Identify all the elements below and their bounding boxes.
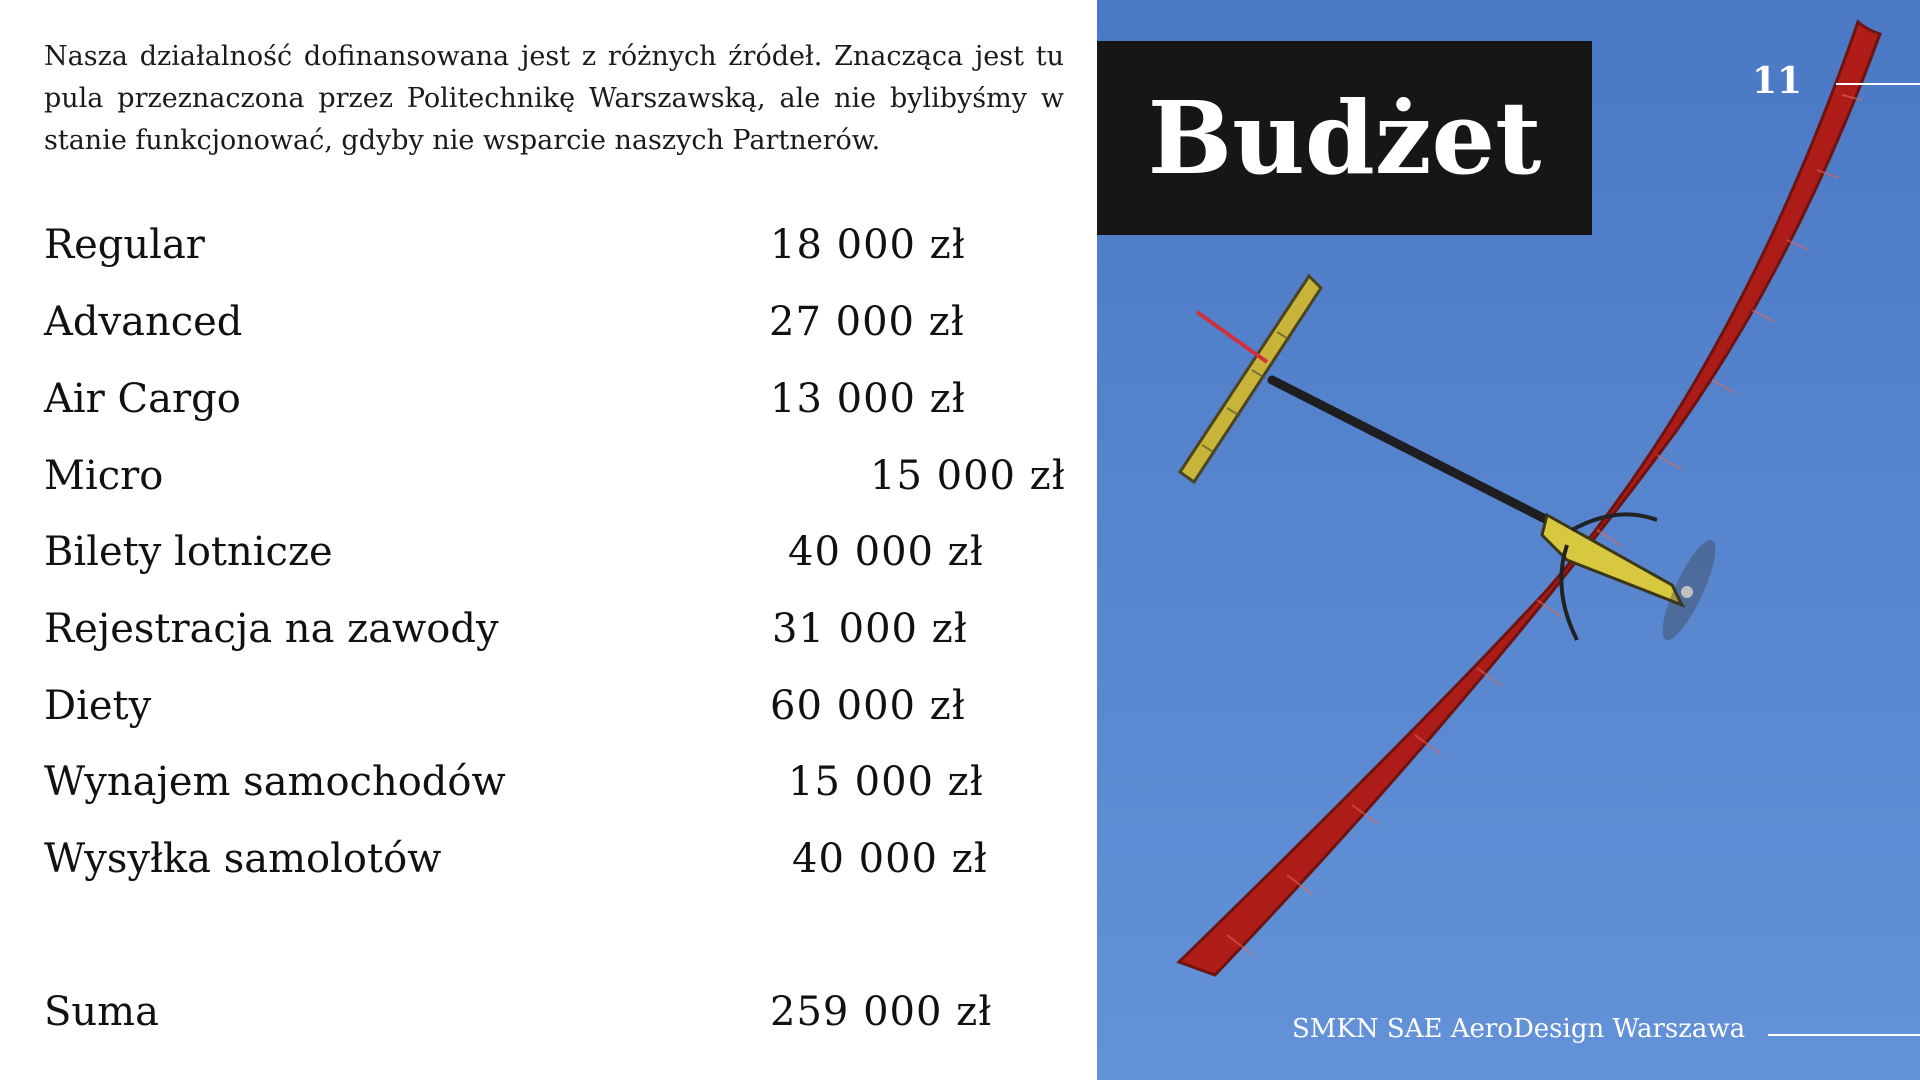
budget-row xyxy=(44,369,1064,429)
budget-label: Diety xyxy=(44,683,152,729)
budget-value: 40 000 zł xyxy=(788,529,984,575)
budget-row xyxy=(44,752,1064,812)
budget-label: Bilety lotnicze xyxy=(44,529,333,575)
budget-value: 13 000 zł xyxy=(770,376,966,422)
budget-label: Air Cargo xyxy=(44,376,241,422)
footer-divider xyxy=(1768,1034,1920,1036)
budget-row xyxy=(44,292,1064,352)
budget-value: 15 000 zł xyxy=(788,759,984,805)
budget-label: Rejestracja na zawody xyxy=(44,606,499,652)
budget-row xyxy=(44,522,1064,582)
budget-value: 18 000 zł xyxy=(770,222,966,268)
title-box xyxy=(1097,41,1592,235)
total-label: Suma xyxy=(44,989,159,1035)
budget-value: 40 000 zł xyxy=(792,836,988,882)
footer-text: SMKN SAE AeroDesign Warszawa xyxy=(1292,1014,1746,1044)
budget-label: Wysyłka samolotów xyxy=(44,836,442,882)
budget-row xyxy=(44,446,1064,506)
page-number-divider xyxy=(1836,83,1920,85)
page-number: 11 xyxy=(1752,60,1803,102)
budget-value: 15 000 zł xyxy=(870,453,1066,499)
budget-label: Micro xyxy=(44,453,164,499)
budget-value: 60 000 zł xyxy=(770,683,966,729)
budget-row xyxy=(44,829,1064,889)
intro-paragraph: Nasza działalność dofinansowana jest z różnych źródeł. Znacząca jest tu pula przeznaczona przez Politechnikę Warszawską, ale nie bylibyśmy w stanie funkcjonować, gdyby nie wsparcie naszych Partnerów. xyxy=(44,41,1064,156)
slide-title: Budżet xyxy=(1147,79,1542,197)
budget-row xyxy=(44,215,1064,275)
budget-label: Wynajem samochodów xyxy=(44,759,506,805)
budget-label: Advanced xyxy=(44,299,243,345)
budget-value: 31 000 zł xyxy=(772,606,968,652)
budget-row xyxy=(44,676,1064,736)
budget-total-row xyxy=(44,982,1064,1042)
budget-value: 27 000 zł xyxy=(769,299,965,345)
total-value: 259 000 zł xyxy=(770,989,993,1035)
budget-row xyxy=(44,599,1064,659)
budget-label: Regular xyxy=(44,222,205,268)
